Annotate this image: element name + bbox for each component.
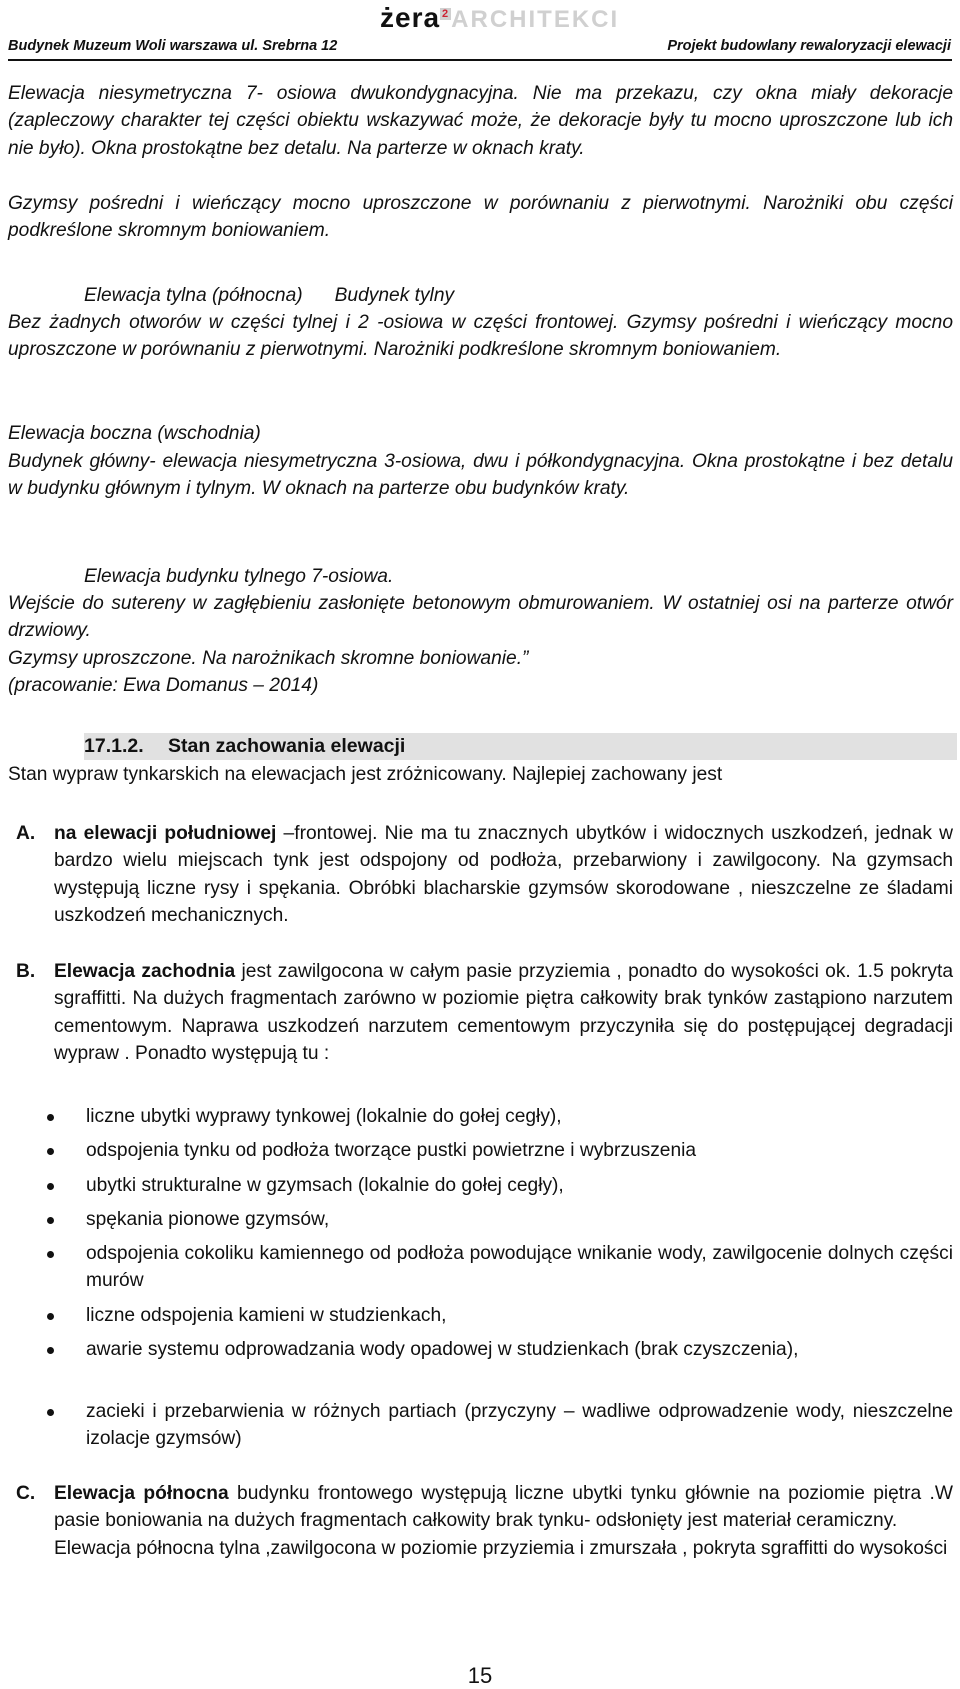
item-b-letter: B. xyxy=(16,961,36,982)
bullet-item xyxy=(30,1172,953,1199)
company-logo xyxy=(380,2,619,34)
intro-credit: (pracowanie: Ewa Domanus – 2014) xyxy=(8,675,319,696)
bullet-icon xyxy=(47,1217,54,1224)
bullet-text: odspojenia tynku od podłoża tworzące pustki powietrzne i wybrzuszenia xyxy=(86,1140,697,1161)
item-b xyxy=(8,958,953,1068)
intro-paragraph-3: Bez żadnych otworów w części tylnej i 2 -osiowa w części frontowej. Gzymsy pośredni i wieńczący mocno uproszczone w porównaniu z pierwotnymi. Narożniki podkreślone skromnym boniowaniem. xyxy=(8,312,953,361)
bullet-icon xyxy=(47,1347,54,1354)
section-heading xyxy=(84,733,957,760)
bullet-text: odspojenia cokoliku kamiennego od podłoża powodujące wnikanie wody, zawilgocenie dolnych części murów xyxy=(86,1243,953,1292)
header-left: Budynek Muzeum Woli warszawa ul. Srebrna 12 xyxy=(8,38,338,54)
item-c-text-2: Elewacja północna tylna ,zawilgocona w poziomie przyziemia i zmurszała , pokryta sgraffitti do wysokości xyxy=(54,1537,948,1559)
item-b-body: jest zawilgocona w całym pasie przyziemia , ponadto do wysokości ok. 1.5 pokryta sgraffitti. Na dużych fragmentach zarówno w poziomie piętra całkowity brak tynków zastąpiono narzutem cementowym. Naprawa uszkodzeń narzutem cementowym przyczyniła się do postępującej degradacji wypraw . Ponadto występują tu : xyxy=(54,961,953,1065)
logo-suffix: ARCHITEKCI xyxy=(451,6,620,33)
item-c-body: budynku frontowego występują liczne ubytki tynku głównie na poziomie piętra .W pasie boniowania na dużych fragmentach całkowity brak tynku- odsłonięty jest materiał ceramiczny. xyxy=(54,1483,953,1532)
lead-sentence: Stan wypraw tynkarskich na elewacjach jest zróżnicowany. Najlepiej zachowany jest xyxy=(8,764,723,785)
bullet-text: liczne ubytki wyprawy tynkowej (lokalnie do gołej cegły), xyxy=(86,1106,562,1127)
bullet-item xyxy=(30,1103,953,1130)
bullet-text: awarie systemu odprowadzania wody opadowej w studzienkach (brak czyszczenia), xyxy=(86,1339,799,1360)
item-c-letter: C. xyxy=(16,1483,36,1504)
logo-main: żera xyxy=(380,2,441,33)
intro-paragraph-4: Budynek główny- elewacja niesymetryczna 3-osiowa, dwu i półkondygnacyjna. Okna prostokątne i bez detalu w budynku głównym i tylnym. W oknach na parterze obu budynków kraty. xyxy=(8,451,953,500)
bullet-icon xyxy=(47,1313,54,1320)
item-c-text xyxy=(54,1480,953,1535)
page-number: 15 xyxy=(467,1663,493,1688)
section-number: 17.1.2. xyxy=(84,735,144,757)
bullet-icon xyxy=(47,1114,54,1121)
bullet-item xyxy=(30,1336,953,1363)
logo-superscript: 2 xyxy=(442,8,450,20)
item-c xyxy=(8,1480,953,1562)
item-a-letter: A. xyxy=(16,823,36,844)
bullet-item xyxy=(30,1240,953,1295)
intro-heading-rear: Elewacja tylna (północna) Budynek tylny xyxy=(84,285,455,306)
item-c-bold: Elewacja północna xyxy=(54,1483,229,1504)
intro-paragraph-2: Gzymsy pośredni i wieńczący mocno uproszczone w porównaniu z pierwotnymi. Narożniki obu części podkreślone skromnym boniowaniem. xyxy=(8,193,953,242)
intro-heading-rear-building: Elewacja budynku tylnego 7-osiowa. xyxy=(84,566,394,587)
intro-paragraph-6: Gzymsy uproszczone. Na narożnikach skromne boniowanie.” xyxy=(8,648,529,669)
intro-paragraph-5: Wejście do sutereny w zagłębieniu zasłonięte betonowym obmurowaniem. W ostatniej osi na parterze otwór drzwiowy. xyxy=(8,593,953,642)
bullet-text: liczne odspojenia kamieni w studzienkach, xyxy=(86,1305,447,1326)
item-a-text xyxy=(54,820,953,930)
bullet-icon xyxy=(47,1183,54,1190)
item-b-bold: Elewacja zachodnia xyxy=(54,961,236,982)
item-a-bold: na elewacji południowej xyxy=(54,823,277,844)
item-b-text xyxy=(54,958,953,1068)
bullet-text: spękania pionowe gzymsów, xyxy=(86,1209,330,1230)
intro-heading-side: Elewacja boczna (wschodnia) xyxy=(8,423,261,444)
bullet-item xyxy=(30,1302,953,1329)
item-a-body: –frontowej. Nie ma tu znacznych ubytków i widocznych uszkodzeń, jednak w bardzo wielu miejscach tynk jest odspojony od podłoża, przebarwiony i zawilgocony. Na gzymsach występują liczne rysy i spękania. Obróbki blacharskie gzymsów skorodowane , nieszczelne ze śladami uszkodzeń mechanicznych. xyxy=(54,823,953,927)
bullet-icon xyxy=(47,1148,54,1155)
item-a xyxy=(8,820,953,930)
bullet-item xyxy=(30,1398,953,1453)
header-right: Projekt budowlany rewaloryzacji elewacji xyxy=(667,38,951,54)
section-title: Stan zachowania elewacji xyxy=(168,735,406,757)
bullet-icon xyxy=(47,1251,54,1258)
bullet-text: zacieki i przebarwienia w różnych partiach (przyczyny – wadliwe odprowadzenie wody, nieszczelne izolacje gzymsów) xyxy=(86,1401,953,1450)
bullet-item xyxy=(30,1206,953,1233)
bullet-icon xyxy=(47,1409,54,1416)
intro-paragraph-1: Elewacja niesymetryczna 7- osiowa dwukondygnacyjna. Nie ma przekazu, czy okna miały dekoracje (zapleczowy charakter tej części obiektu wskazywać może, że dekoracje były tu mocno uproszczone lub ich nie było). Okna prostokątne bez detalu. Na parterze w oknach kraty. xyxy=(8,83,953,159)
bullet-item xyxy=(30,1137,953,1164)
header-rule xyxy=(8,59,952,61)
bullet-text: ubytki strukturalne w gzymsach (lokalnie do gołej cegły), xyxy=(86,1175,564,1196)
